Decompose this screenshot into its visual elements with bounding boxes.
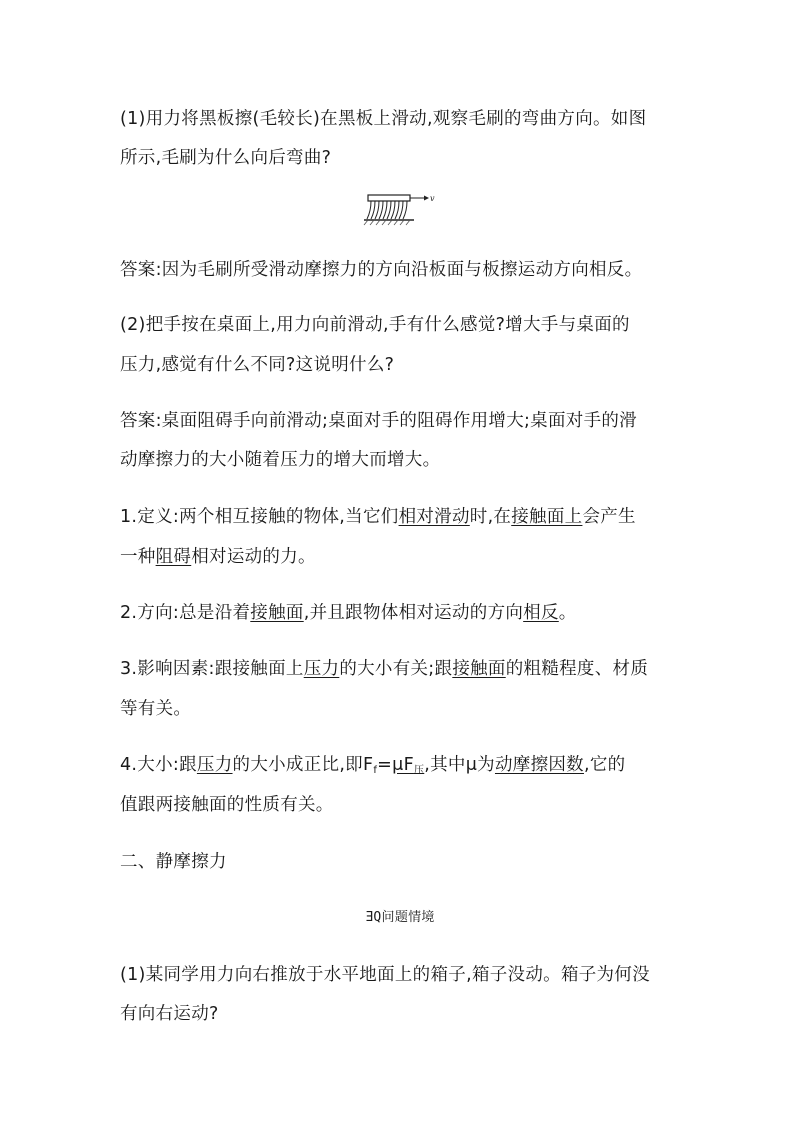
factors-text-b: 的大小有关;跟: [339, 659, 453, 679]
situation-icon: ƎQ: [365, 910, 382, 925]
problem-situation-heading: [120, 906, 680, 930]
answer-1: 答案:因为毛刷所受滑动摩擦力的方向沿板面与板擦运动方向相反。: [120, 260, 643, 280]
question-3-line-1: (1)某同学用力向右推放于水平地面上的箱子,箱子没动。箱子为何没: [120, 965, 650, 985]
question-2-line-2: 压力,感觉有什么不同?这说明什么?: [120, 355, 395, 375]
definition-text-a: 1.定义:两个相互接触的物体,当它们: [120, 507, 399, 527]
section-2-title: 二、静摩擦力: [120, 852, 227, 872]
answer-2-line-1: 答案:桌面阻碍手向前滑动;桌面对手的阻碍作用增大;桌面对手的滑: [120, 411, 637, 431]
magnitude-text-c: ,其中μ为: [424, 755, 495, 775]
magnitude-line-2: 值跟两接触面的性质有关。: [120, 795, 334, 815]
direction-line: [120, 601, 680, 625]
blank-hinder: 阻碍: [155, 547, 192, 567]
question-3-line-2: 有向右运动?: [120, 1004, 219, 1024]
equals-sign: =: [377, 755, 393, 775]
direction-text-b: ,并且跟物体相对运动的方向: [303, 603, 524, 623]
blank-relative-sliding: 相对滑动: [398, 507, 470, 527]
answer-2-line-2: 动摩擦力的大小随着压力的增大而增大。: [120, 450, 441, 470]
magnitude-line-1: [120, 753, 680, 783]
magnitude-text-a: 4.大小:跟: [120, 755, 197, 775]
definition-line-2: [120, 545, 680, 569]
blank-opposite: 相反: [523, 603, 559, 623]
magnitude-text-b: 的大小成正比,即F: [232, 755, 374, 775]
subscript-ya: 压: [413, 765, 425, 776]
factors-text-a: 3.影响因素:跟接触面上: [120, 659, 304, 679]
direction-text-c: 。: [558, 603, 577, 623]
question-2-line-1: (2)把手按在桌面上,用力向前滑动,手有什么感觉?增大手与桌面的: [120, 315, 630, 335]
magnitude-text-d: ,它的: [583, 755, 626, 775]
factors-line-1: [120, 657, 680, 681]
blank-formula: [392, 755, 424, 775]
blank-contact-face: 接触面: [250, 603, 304, 623]
definition-line-1: [120, 505, 680, 529]
blackboard-eraser-figure: [362, 193, 438, 227]
blank-pressure: 压力: [303, 659, 340, 679]
blank-pressure-2: 压力: [196, 755, 233, 775]
definition-text-e: 相对运动的力。: [191, 547, 316, 567]
blank-friction-coefficient: 动摩擦因数: [494, 755, 584, 775]
factors-text-c: 的粗糙程度、材质: [505, 659, 649, 679]
question-1-line-1: (1)用力将黑板擦(毛较长)在黑板上滑动,观察毛刷的弯曲方向。如图: [120, 109, 647, 129]
subscript-f: f: [373, 765, 378, 776]
velocity-label: v: [430, 194, 435, 203]
definition-text-d: 一种: [120, 547, 156, 567]
question-1-line-2: 所示,毛刷为什么向后弯曲?: [120, 148, 332, 168]
blank-contact-surface: 接触面上: [511, 507, 583, 527]
formula-mu-f: μF: [392, 755, 414, 775]
situation-label: 问题情境: [381, 910, 435, 925]
blank-contact-surface-2: 接触面: [452, 659, 506, 679]
definition-text-c: 会产生: [582, 507, 636, 527]
direction-text-a: 2.方向:总是沿着: [120, 603, 251, 623]
factors-line-2: 等有关。: [120, 699, 192, 719]
definition-text-b: 时,在: [469, 507, 512, 527]
